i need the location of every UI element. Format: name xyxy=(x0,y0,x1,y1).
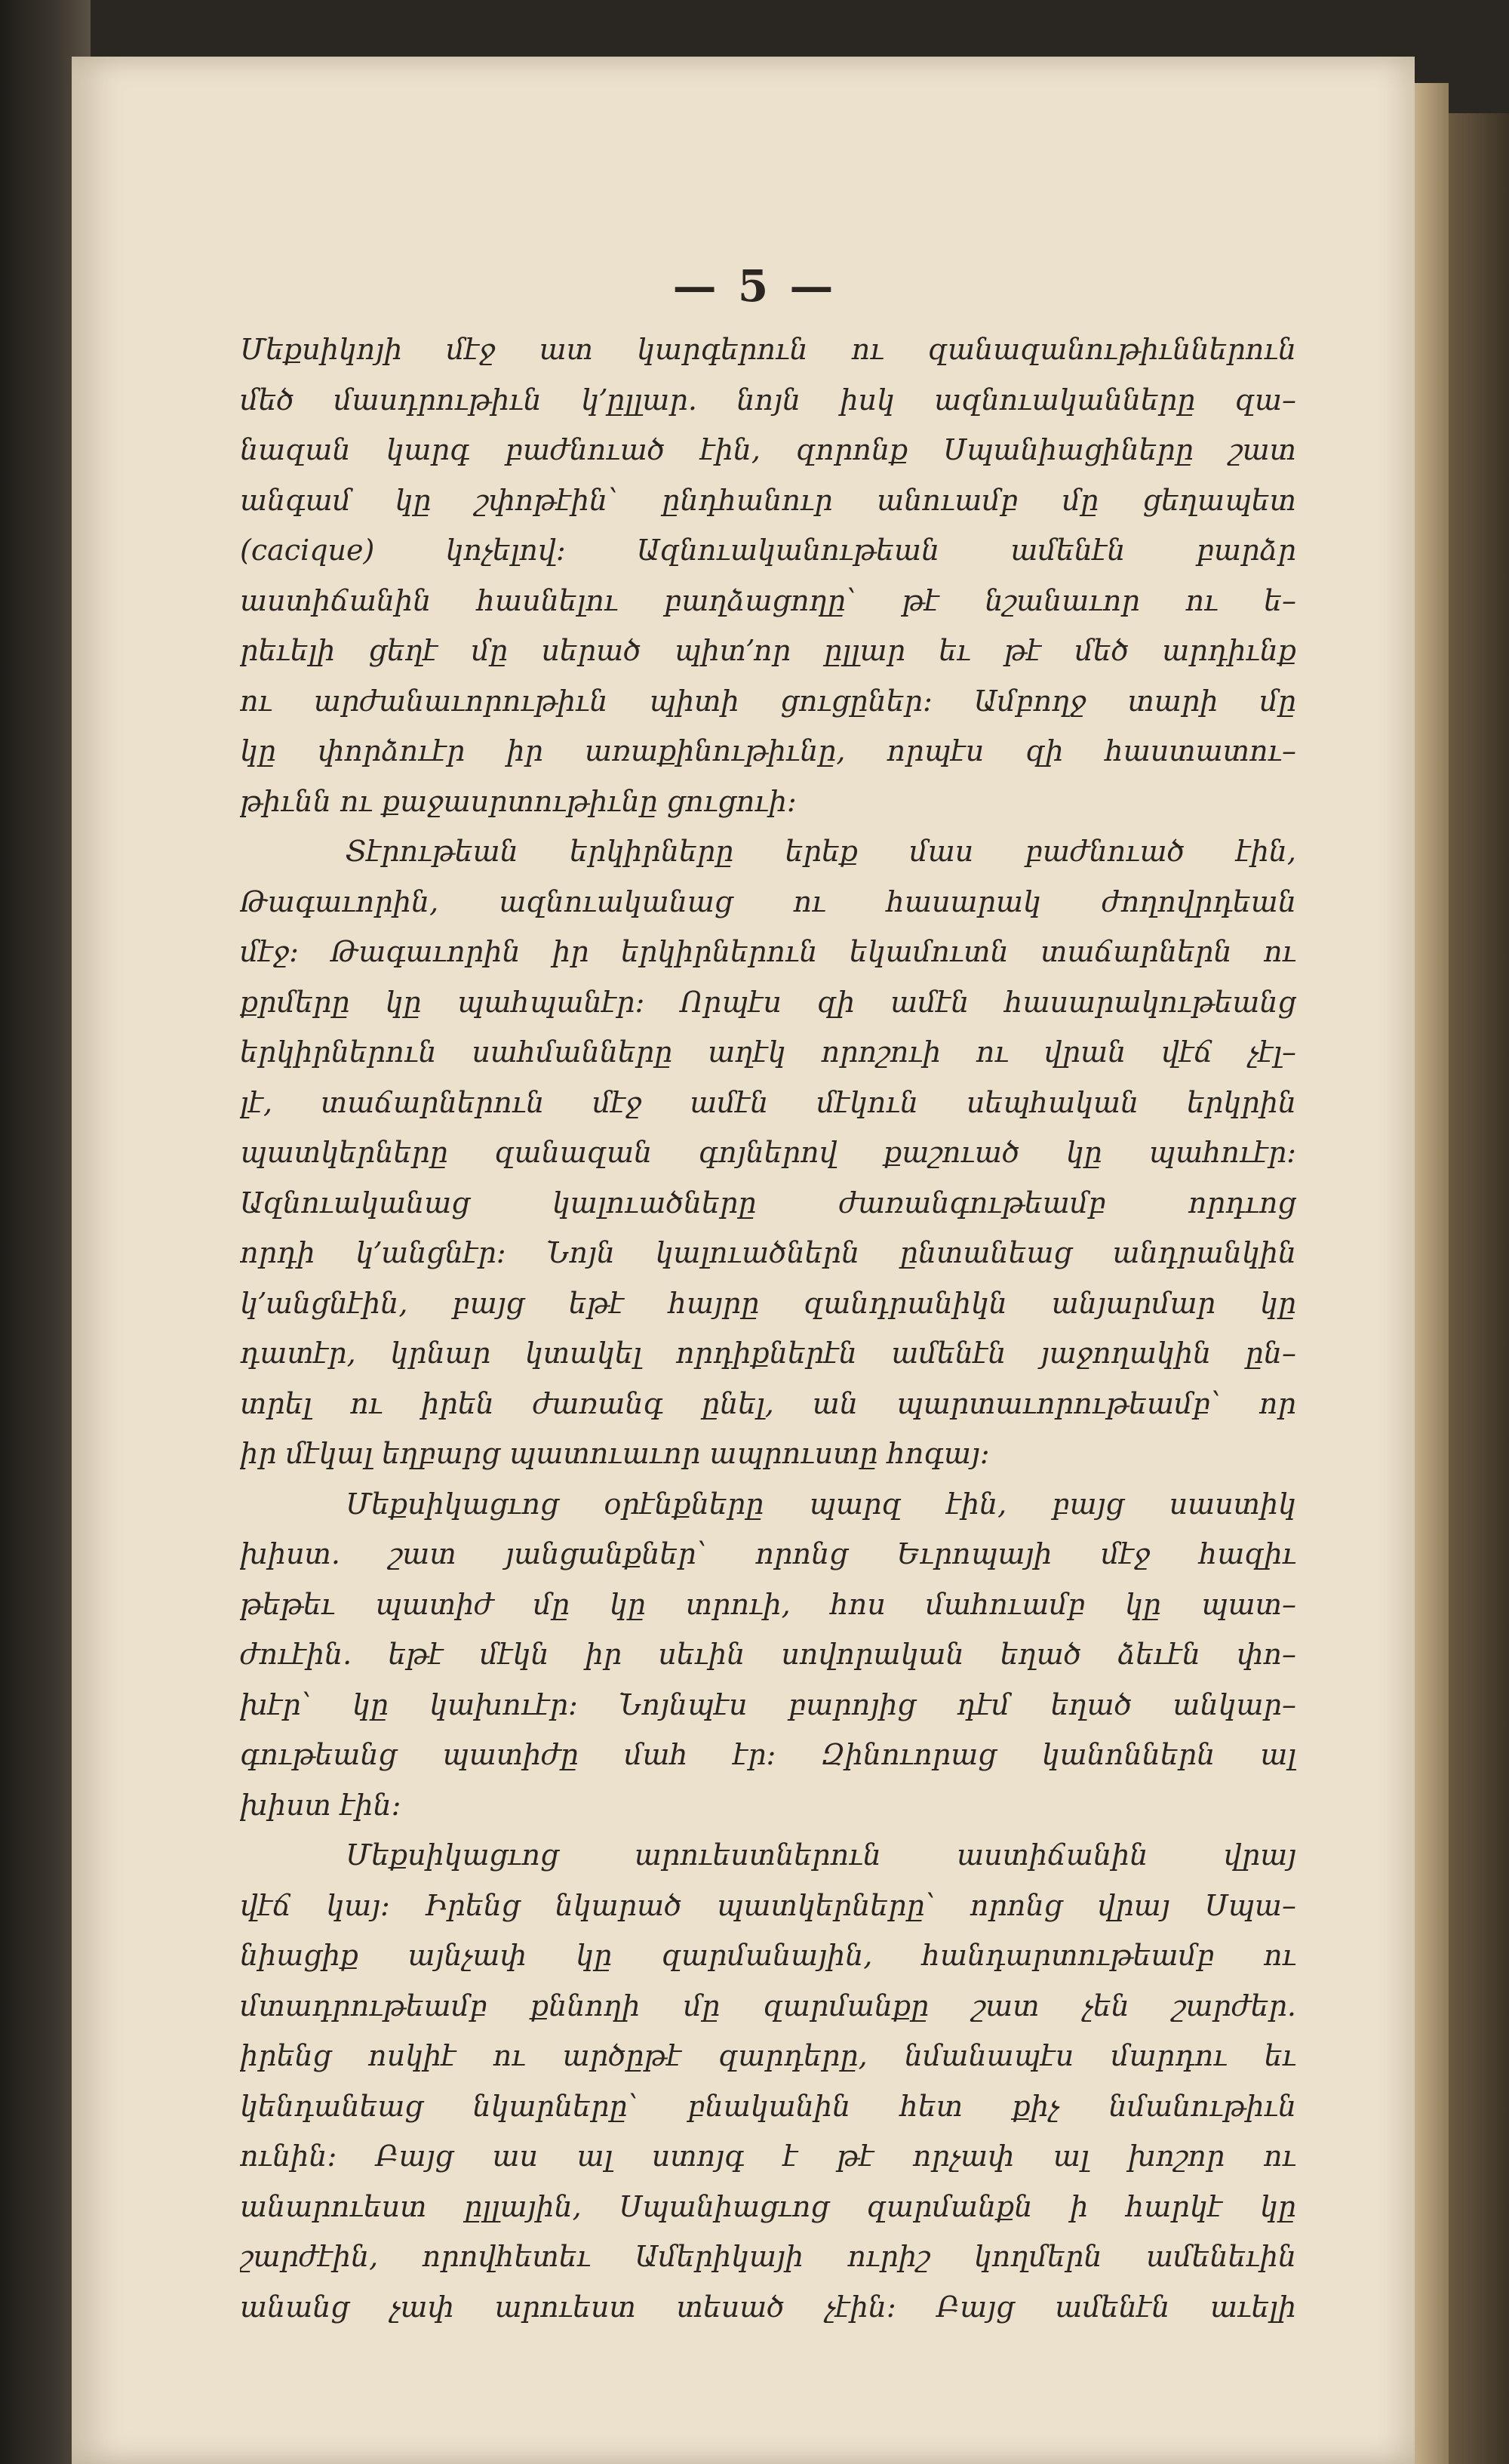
text-line: կը փորձուէր իր առաքինութիւնը, որպէս զի հաստատու– xyxy=(240,734,1296,768)
text-line: մէջ: Թագաւորին իր երկիրներուն եկամուտն տաճարներն ու xyxy=(240,935,1296,968)
text-line: դատէր, կրնար կտակել որդիքներէն ամենէն յաջողակին ըն– xyxy=(240,1337,1296,1370)
text-line: Տէրութեան երկիրները երեք մաս բաժնուած էին, xyxy=(346,835,1296,868)
text-line: (cacique) կոչելով: Ազնուականութեան ամենէն բարձր xyxy=(240,534,1296,567)
text-line: անանց չափ արուեստ տեսած չէին: Բայց ամենէն աւելի xyxy=(240,2290,1296,2324)
text-line: Ազնուականաց կալուածները ժառանգութեամբ որդւոց xyxy=(240,1186,1296,1220)
text-line: Մեքսիկոյի մէջ ատ կարգերուն ու զանազանութիւններուն xyxy=(240,333,1296,366)
text-line: Մեքսիկացւոց արուեստներուն աստիճանին վրայ xyxy=(346,1838,1296,1872)
book-cover-right xyxy=(1445,113,1509,2464)
text-line: մտադրութեամբ քննողի մը զարմանքը շատ չեն շարժեր. xyxy=(240,1989,1296,2023)
text-line: շարժէին, որովհետեւ Ամերիկայի ուրիշ կողմերն ամենեւին xyxy=(240,2240,1296,2273)
text-line: րեւելի ցեղէ մը սերած պիտ՚որ ըլլար եւ թէ մեծ արդիւնք xyxy=(240,634,1296,667)
text-line: թիւնն ու քաջասրտութիւնը ցուցուի: xyxy=(240,784,797,818)
text-line: իրենց ոսկիէ ու արծըթէ զարդերը, նմանապէս մարդու եւ xyxy=(240,2039,1296,2072)
text-line: գութեանց պատիժը մահ էր: Զինուորաց կանոններն ալ xyxy=(240,1738,1296,1771)
text-line: մեծ մասդրութիւն կ՚ըլլար. նոյն իսկ ազնուականները զա– xyxy=(240,383,1296,417)
text-line: խէր՝ կը կախուէր: Նոյնպէս բարոյից դէմ եղած անկար– xyxy=(240,1687,1296,1721)
text-line: ունին: Բայց աս ալ ստոյգ է թէ որչափ ալ խոշոր ու xyxy=(240,2139,1296,2173)
text-line: երկիրներուն սահմանները աղէկ որոշուի ու վրան վէճ չէլ– xyxy=(240,1035,1296,1069)
text-line: ու արժանաւորութիւն պիտի ցուցըներ: Ամբողջ տարի մը xyxy=(240,684,1296,718)
page-number: — 5 — xyxy=(672,260,837,312)
text-line: տրել ու իրեն ժառանգ ընել, ան պարտաւորութեամբ՝ որ xyxy=(240,1386,1296,1420)
text-line: նազան կարգ բաժնուած էին, զորոնք Սպանիացիները շատ xyxy=(240,433,1296,466)
text-line: կ՚անցնէին, բայց եթէ հայրը զանդրանիկն անյարմար կը xyxy=(240,1286,1296,1320)
text-line: պատկերները զանազան գոյներով քաշուած կը պահուէր: xyxy=(240,1136,1296,1169)
text-line: Թագաւորին, ազնուականաց ու հասարակ ժողովրդեան xyxy=(240,884,1296,918)
text-line: որդի կ՚անցնէր: Նոյն կալուածներն ընտանեաց անդրանկին xyxy=(240,1236,1296,1269)
text-line: թեթեւ պատիժ մը կը տրուի, հոս մահուամբ կը պատ– xyxy=(240,1587,1296,1621)
text-line: անարուեստ ըլլային, Սպանիացւոց զարմանքն ի հարկէ կը xyxy=(240,2189,1296,2223)
text-line: իր մէկալ եղբարց պատուաւոր ապրուստը հոգայ: xyxy=(240,1437,990,1470)
text-line: խիստ. շատ յանցանքներ՝ որոնց Եւրոպայի մէջ հազիւ xyxy=(240,1537,1296,1570)
text-line: քրմերը կը պահպանէր: Որպէս զի ամէն հասարակութեանց xyxy=(240,985,1296,1019)
text-line: վէճ կայ: Իրենց նկարած պատկերները՝ որոնց վրայ Սպա– xyxy=(240,1888,1296,1922)
text-line: անգամ կը շփոթէին՝ ընդհանուր անուամբ մը ցեղապետ xyxy=(240,483,1296,517)
text-line: լէ, տաճարներուն մէջ ամէն մէկուն սեպհական երկրին xyxy=(240,1085,1296,1119)
body-text xyxy=(240,325,1296,2332)
text-line: կենդանեաց նկարները՝ բնականին հետ քիչ նմանութիւն xyxy=(240,2089,1296,2123)
text-line: նիացիք այնչափ կը զարմանային, հանդարտութեամբ ու xyxy=(240,1939,1296,1972)
text-line: Մեքսիկացւոց օրէնքները պարզ էին, բայց սաստիկ xyxy=(346,1487,1296,1521)
text-line: խիստ էին: xyxy=(240,1788,401,1822)
text-line: ժուէին. եթէ մէկն իր սեւին սովորական եղած ձեւէն փո– xyxy=(240,1638,1296,1671)
text-line: աստիճանին հասնելու բաղձացողը՝ թէ նշանաւոր ու ե– xyxy=(240,583,1296,617)
